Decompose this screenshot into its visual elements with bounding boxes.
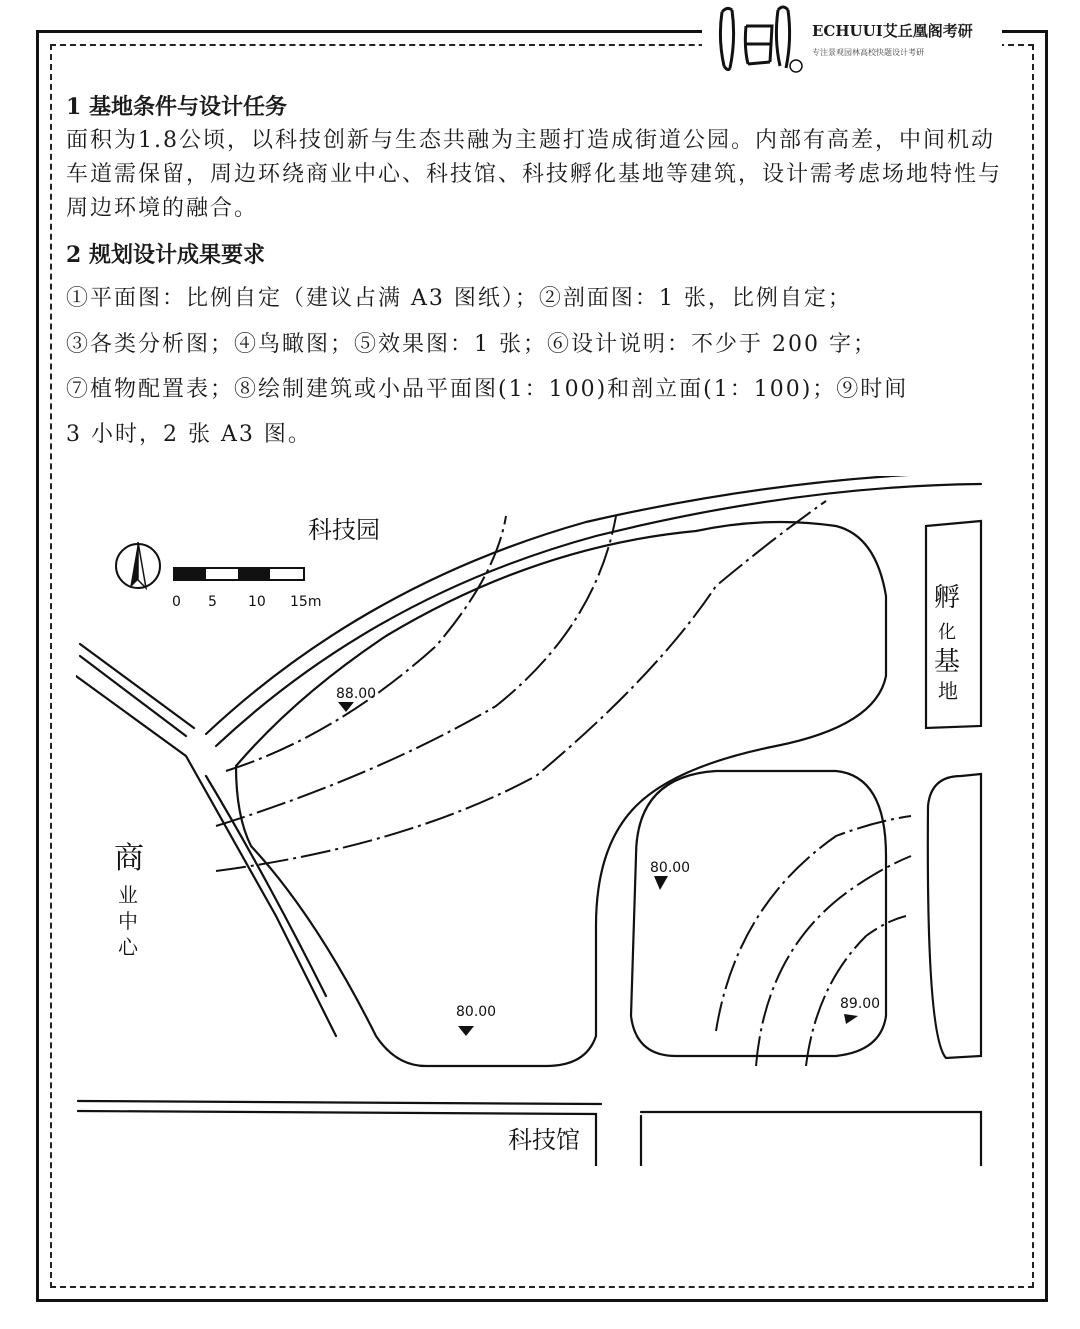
requirement-line: ①平面图：比例自定（建议占满 A3 图纸）；②剖面图：1 张，比例自定； <box>66 286 852 312</box>
contour-line <box>806 916 906 1066</box>
task-content <box>66 90 1016 457</box>
site-plan-map <box>76 476 996 1166</box>
elevation-marker-icon <box>458 1026 474 1036</box>
elevation-label: 88.00 <box>336 686 377 702</box>
scale-tick: 0 <box>172 594 181 610</box>
logo-title: ECHUUI艾丘凰阁考研 <box>812 22 973 40</box>
contour-line <box>216 501 826 871</box>
elevation-label: 80.00 <box>650 860 691 876</box>
site-boundary <box>631 771 886 1056</box>
scale-tick: 15m <box>290 594 322 610</box>
business-label-char: 商 <box>114 841 144 876</box>
logo-mark-icon <box>710 4 806 74</box>
scale-tick: 10 <box>248 594 266 610</box>
requirement-line: ③各类分析图；④鸟瞰图；⑤效果图：1 张；⑥设计说明：不少于 200 字； <box>66 331 877 357</box>
section2-title: 2 规划设计成果要求 <box>66 242 265 269</box>
business-label-char: 业 <box>118 883 138 907</box>
elevation-marker-icon <box>654 876 668 890</box>
tech-park-label: 科技园 <box>308 516 380 544</box>
contour-line <box>216 516 616 826</box>
incubator-label-char: 孵 <box>934 583 961 613</box>
incubator-label-char: 基 <box>934 647 961 677</box>
site-boundary <box>236 522 886 1066</box>
building-outline <box>641 1112 981 1166</box>
building-outline <box>928 774 981 1058</box>
elevation-marker-icon <box>844 1014 858 1024</box>
road-edge <box>80 644 194 728</box>
road-edge <box>80 656 186 736</box>
incubator-label-char: 化 <box>938 622 956 643</box>
logo-subtitle: 专注景观园林高校快题设计考研 <box>812 48 924 57</box>
elevation-label: 80.00 <box>456 1004 497 1020</box>
museum-label: 科技馆 <box>508 1126 580 1154</box>
section1-title: 1 基地条件与设计任务 <box>66 94 287 120</box>
brand-logo <box>702 0 1002 78</box>
incubator-label-char: 地 <box>938 679 958 703</box>
section1-body: 面积为1.8公顷，以科技创新与生态共融为主题打造成街道公园。内部有高差，中间机动车道需保留，周边环绕商业中心、科技馆、科技孵化基地等建筑，设计需考虑场地特性与周边环境的融合。 <box>66 128 1003 222</box>
business-label-char: 中 <box>118 909 138 933</box>
elevation-label: 89.00 <box>840 996 881 1012</box>
business-label-char: 心 <box>118 935 138 959</box>
requirement-line: 3 小时，2 张 A3 图。 <box>66 421 312 447</box>
road-edge <box>206 476 981 734</box>
road-edge <box>78 1101 601 1104</box>
scale-tick: 5 <box>208 594 217 610</box>
requirement-line: ⑦植物配置表；⑧绘制建筑或小品平面图(1：100)和剖立面(1：100)；⑨时间 <box>66 376 909 402</box>
north-arrow-icon <box>116 542 160 588</box>
site-plan-drawing <box>76 476 996 1166</box>
scale-bar <box>174 568 304 580</box>
